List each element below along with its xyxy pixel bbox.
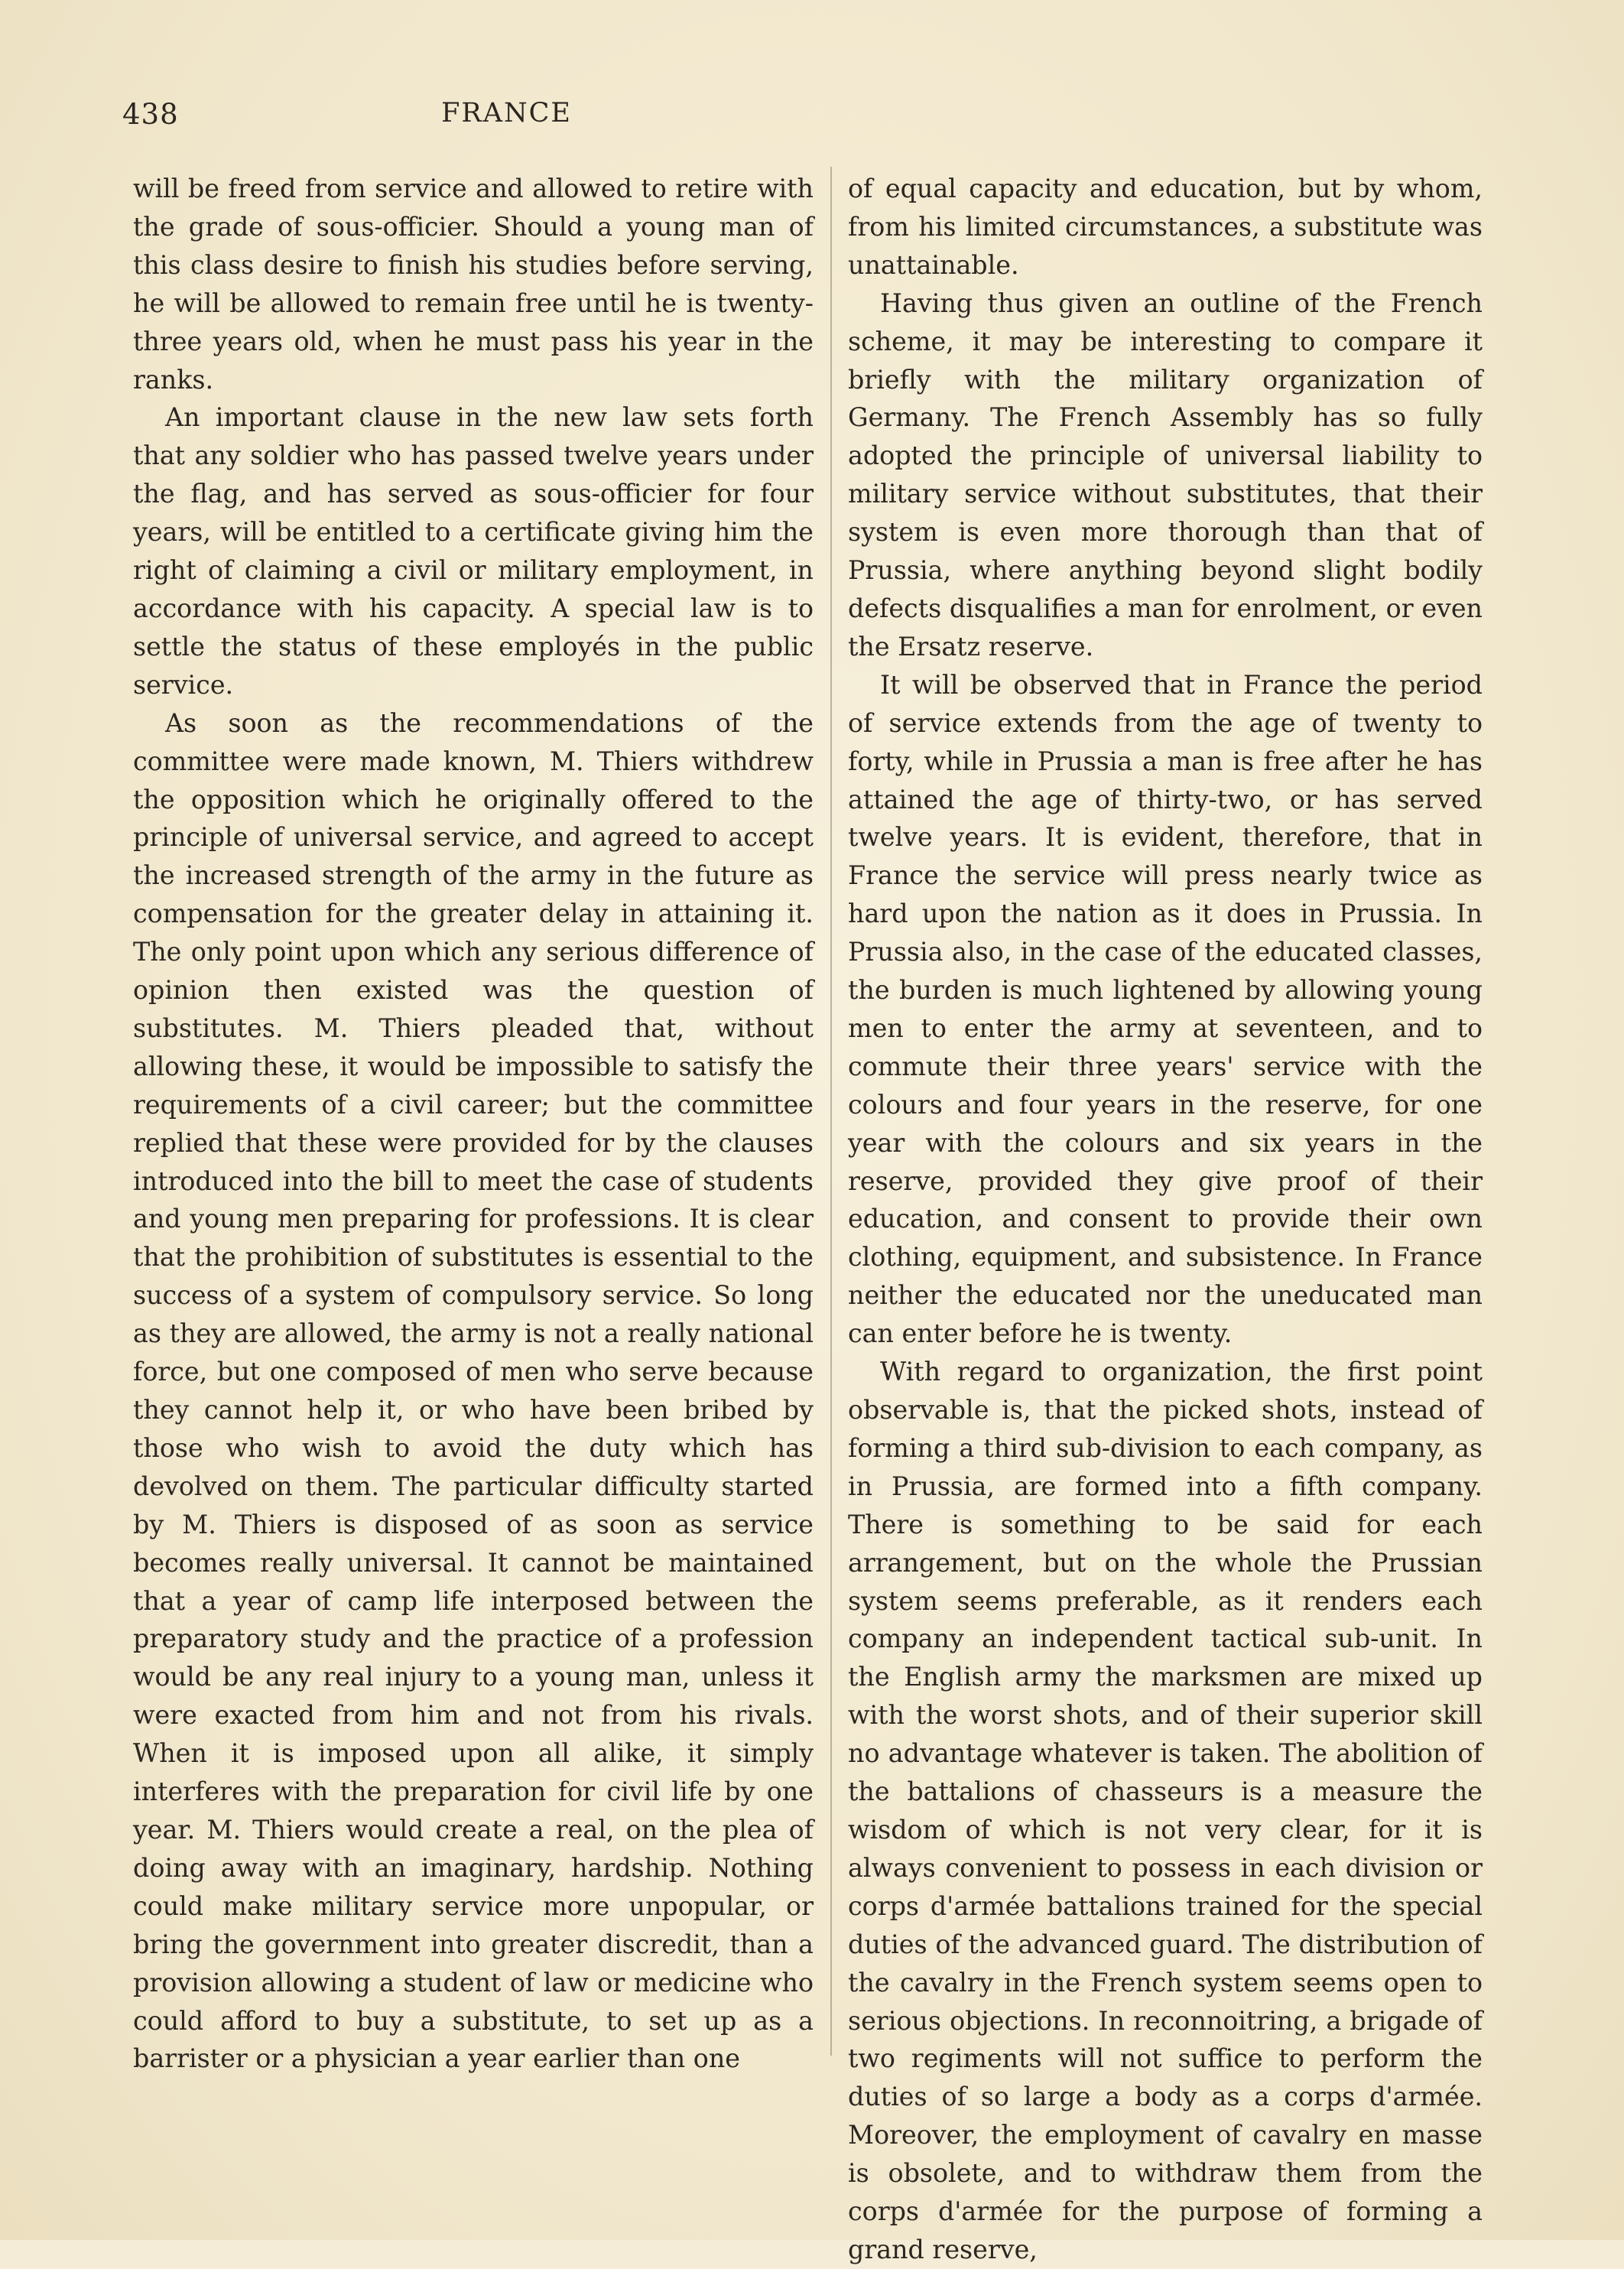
column-divider [830, 167, 832, 2056]
paragraph: of equal capacity and education, but by whom, from his limited circumstances, a substitute was unattainable. [848, 174, 1483, 280]
page-number: 438 [122, 98, 179, 131]
paragraph: An important clause in the new law sets forth that any soldier who has passed twelve years under the flag, and has served as sous-officier for four years, will be entitled to a certificate giving him the right of claiming a civil or military employment, in accordance with his capacity. A special law is to settle the status of these employés in the public service. [133, 402, 814, 700]
paragraph: Having thus given an outline of the French scheme, it may be interesting to compare it briefly with the military organization of Germany. The French Assembly has so fully adopted the principle of universal liability to military service without substitutes, that their system is even more thorough than that of Prussia, where anything beyond slight bodily defects disqualifies a man for enrolment, or even the Ersatz reserve. [848, 288, 1483, 662]
paragraph: With regard to organization, the first point observable is, that the picked shots, instead of forming a third sub-division to each company, as in Prussia, are formed into a fifth company. There is something to be said for each arrangement, but on the whole the Prussian system seems preferable, as it renders each company an independent tactical sub-unit. In the English army the marksmen are mixed up with the worst shots, and of their superior skill no advantage whatever is taken. The abolition of the battalions of chasseurs is a measure the wisdom of which is not very clear, for it is always convenient to possess in each division or corps d'armée battalions trained for the special duties of the advanced guard. The distribution of the cavalry in the French system seems open to serious objections. In reconnoitring, a brigade of two regiments will not suffice to perform the duties of so large a body as a corps d'armée. Moreover, the employment of cavalry en masse is obsolete, and to withdraw them from the corps d'armée for the purpose of forming a grand reserve, [848, 1357, 1483, 2264]
paragraph: will be freed from service and allowed to retire with the grade of sous-officier. Should a young man of this class desire to finish his studies before serving, he will be allowed to remain free until he is twenty-three years old, when he must pass his year in the ranks. [133, 174, 814, 395]
running-title: FRANCE [441, 98, 572, 128]
paragraph: As soon as the recommendations of the committee were made known, M. Thiers withdrew the opposition which he originally offered to the principle of universal service, and agreed to accept the increased strength of the army in the future as compensation for the greater delay in attaining it. The only point upon which any serious difference of opinion then existed was the question of substitutes. M. Thiers pleaded that, without allowing these, it would be impossible to satisfy the requirements of a civil career; but the committee replied that these were provided for by the clauses introduced into the bill to meet the case of students and young men preparing for professions. It is clear that the prohibition of substitutes is essential to the success of a system of compulsory service. So long as they are allowed, the army is not a really national force, but one composed of men who serve because they cannot help it, or who have been bribed by those who wish to avoid the duty which has devolved on them. The particular difficulty started by M. Thiers is disposed of as soon as service becomes really universal. It cannot be maintained that a year of camp life interposed between the preparatory study and the practice of a profession would be any real injury to a young man, unless it were exacted from him and not from his rivals. When it is imposed upon all alike, it simply interferes with the preparation for civil life by one year. M. Thiers would create a real, on the plea of doing away with an imaginary, hardship. Nothing could make military service more unpopular, or bring the government into greater discredit, than a provision allowing a student of law or medicine who could afford to buy a substitute, to set up as a barrister or a physician a year earlier than one [133, 707, 814, 2074]
running-head [122, 98, 891, 144]
left-column [133, 170, 814, 2078]
paragraph: It will be observed that in France the period of service extends from the age of twenty to forty, while in Prussia a man is free after he has attained the age of thirty-two, or has served twelve years. It is evident, therefore, that in France the service will press nearly twice as hard upon the nation as it does in Prussia. In Prussia also, in the case of the educated classes, the burden is much lightened by allowing young men to enter the army at seventeen, and to commute their three years' service with the colours and four years in the reserve, for one year with the colours and six years in the reserve, provided they give proof of their education, and consent to provide their own clothing, equipment, and subsistence. In France neither the educated nor the uneducated man can enter before he is twenty. [848, 669, 1483, 1349]
right-column [848, 170, 1483, 2269]
